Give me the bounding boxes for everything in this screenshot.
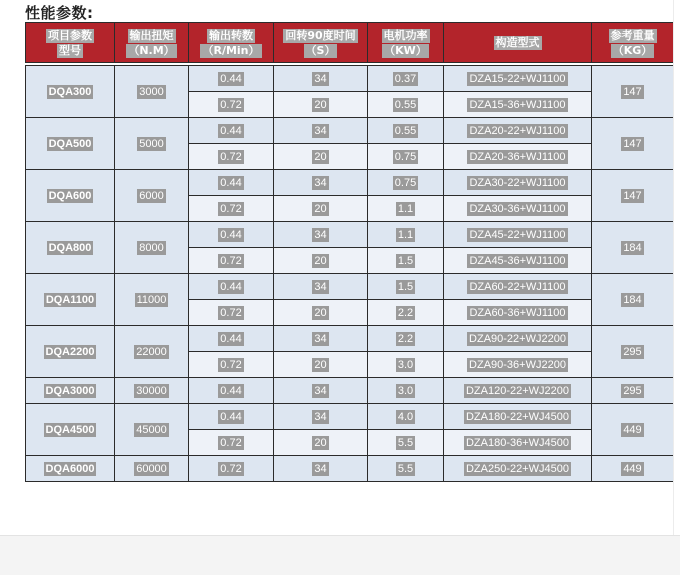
page-edge bbox=[673, 0, 680, 535]
power-cell: 0.75 bbox=[368, 170, 444, 196]
time-cell: 34 bbox=[274, 118, 368, 144]
time-cell: 34 bbox=[274, 170, 368, 196]
header-power: 电机功率 （KW） bbox=[368, 23, 444, 63]
header-model: 项目参数 型号 bbox=[26, 23, 115, 63]
power-cell: 0.55 bbox=[368, 118, 444, 144]
header-time: 回转90度时间 （S） bbox=[274, 23, 368, 63]
power-cell: 1.5 bbox=[368, 274, 444, 300]
speed-cell: 0.72 bbox=[189, 352, 274, 378]
power-cell: 4.0 bbox=[368, 404, 444, 430]
structure-cell: DZA90-22+WJ2200 bbox=[444, 326, 592, 352]
speed-cell: 0.72 bbox=[189, 144, 274, 170]
structure-cell: DZA90-36+WJ2200 bbox=[444, 352, 592, 378]
structure-cell: DZA20-22+WJ1100 bbox=[444, 118, 592, 144]
structure-cell: DZA30-36+WJ1100 bbox=[444, 196, 592, 222]
torque-cell: 22000 bbox=[115, 326, 189, 378]
weight-cell: 295 bbox=[592, 378, 674, 404]
time-cell: 34 bbox=[274, 326, 368, 352]
structure-cell: DZA15-36+WJ1100 bbox=[444, 92, 592, 118]
torque-cell: 45000 bbox=[115, 404, 189, 456]
time-cell: 34 bbox=[274, 66, 368, 92]
performance-table bbox=[25, 22, 674, 482]
weight-cell: 147 bbox=[592, 170, 674, 222]
structure-cell: DZA20-36+WJ1100 bbox=[444, 144, 592, 170]
time-cell: 20 bbox=[274, 352, 368, 378]
time-cell: 34 bbox=[274, 222, 368, 248]
power-cell: 5.5 bbox=[368, 456, 444, 482]
table-row bbox=[26, 404, 674, 430]
structure-cell: DZA180-36+WJ4500 bbox=[444, 430, 592, 456]
power-cell: 0.37 bbox=[368, 66, 444, 92]
speed-cell: 0.44 bbox=[189, 222, 274, 248]
structure-cell: DZA30-22+WJ1100 bbox=[444, 170, 592, 196]
model-cell: DQA6000 bbox=[26, 456, 115, 482]
structure-cell: DZA45-22+WJ1100 bbox=[444, 222, 592, 248]
speed-cell: 0.44 bbox=[189, 66, 274, 92]
time-cell: 34 bbox=[274, 456, 368, 482]
table-row bbox=[26, 66, 674, 92]
table-row bbox=[26, 326, 674, 352]
table-row bbox=[26, 378, 674, 404]
weight-cell: 147 bbox=[592, 118, 674, 170]
weight-cell: 147 bbox=[592, 66, 674, 118]
power-cell: 1.1 bbox=[368, 222, 444, 248]
speed-cell: 0.72 bbox=[189, 456, 274, 482]
time-cell: 20 bbox=[274, 430, 368, 456]
time-cell: 20 bbox=[274, 144, 368, 170]
structure-cell: DZA45-36+WJ1100 bbox=[444, 248, 592, 274]
time-cell: 20 bbox=[274, 300, 368, 326]
speed-cell: 0.44 bbox=[189, 326, 274, 352]
time-cell: 34 bbox=[274, 274, 368, 300]
time-cell: 34 bbox=[274, 378, 368, 404]
table-body bbox=[26, 66, 674, 482]
torque-cell: 30000 bbox=[115, 378, 189, 404]
power-cell: 3.0 bbox=[368, 352, 444, 378]
speed-cell: 0.44 bbox=[189, 274, 274, 300]
header-torque: 输出扭矩 （N.M） bbox=[115, 23, 189, 63]
torque-cell: 11000 bbox=[115, 274, 189, 326]
speed-cell: 0.72 bbox=[189, 300, 274, 326]
torque-cell: 5000 bbox=[115, 118, 189, 170]
model-cell: DQA800 bbox=[26, 222, 115, 274]
speed-cell: 0.44 bbox=[189, 118, 274, 144]
torque-cell: 60000 bbox=[115, 456, 189, 482]
speed-cell: 0.72 bbox=[189, 92, 274, 118]
weight-cell: 184 bbox=[592, 274, 674, 326]
power-cell: 0.75 bbox=[368, 144, 444, 170]
table-row bbox=[26, 456, 674, 482]
time-cell: 20 bbox=[274, 196, 368, 222]
structure-cell: DZA15-22+WJ1100 bbox=[444, 66, 592, 92]
footer-bar bbox=[0, 535, 680, 575]
weight-cell: 184 bbox=[592, 222, 674, 274]
header-weight: 参考重量 （KG） bbox=[592, 23, 674, 63]
torque-cell: 3000 bbox=[115, 66, 189, 118]
table-row bbox=[26, 222, 674, 248]
table-row bbox=[26, 118, 674, 144]
header-speed: 输出转数 （R/Min） bbox=[189, 23, 274, 63]
model-cell: DQA300 bbox=[26, 66, 115, 118]
model-cell: DQA500 bbox=[26, 118, 115, 170]
weight-cell: 449 bbox=[592, 404, 674, 456]
torque-cell: 8000 bbox=[115, 222, 189, 274]
weight-cell: 449 bbox=[592, 456, 674, 482]
power-cell: 0.55 bbox=[368, 92, 444, 118]
structure-cell: DZA180-22+WJ4500 bbox=[444, 404, 592, 430]
power-cell: 5.5 bbox=[368, 430, 444, 456]
speed-cell: 0.72 bbox=[189, 196, 274, 222]
power-cell: 3.0 bbox=[368, 378, 444, 404]
speed-cell: 0.72 bbox=[189, 248, 274, 274]
time-cell: 20 bbox=[274, 92, 368, 118]
structure-cell: DZA250-22+WJ4500 bbox=[444, 456, 592, 482]
model-cell: DQA4500 bbox=[26, 404, 115, 456]
model-cell: DQA1100 bbox=[26, 274, 115, 326]
speed-cell: 0.44 bbox=[189, 170, 274, 196]
speed-cell: 0.72 bbox=[189, 430, 274, 456]
table-row bbox=[26, 170, 674, 196]
table-row bbox=[26, 274, 674, 300]
time-cell: 34 bbox=[274, 404, 368, 430]
header-structure: 构造型式 bbox=[444, 23, 592, 63]
power-cell: 1.1 bbox=[368, 196, 444, 222]
torque-cell: 6000 bbox=[115, 170, 189, 222]
time-cell: 20 bbox=[274, 248, 368, 274]
model-cell: DQA600 bbox=[26, 170, 115, 222]
structure-cell: DZA60-36+WJ1100 bbox=[444, 300, 592, 326]
structure-cell: DZA120-22+WJ2200 bbox=[444, 378, 592, 404]
power-cell: 2.2 bbox=[368, 326, 444, 352]
section-title: 性能参数: bbox=[25, 4, 94, 22]
speed-cell: 0.44 bbox=[189, 378, 274, 404]
header-row bbox=[26, 23, 674, 63]
power-cell: 2.2 bbox=[368, 300, 444, 326]
structure-cell: DZA60-22+WJ1100 bbox=[444, 274, 592, 300]
model-cell: DQA2200 bbox=[26, 326, 115, 378]
speed-cell: 0.44 bbox=[189, 404, 274, 430]
model-cell: DQA3000 bbox=[26, 378, 115, 404]
weight-cell: 295 bbox=[592, 326, 674, 378]
power-cell: 1.5 bbox=[368, 248, 444, 274]
